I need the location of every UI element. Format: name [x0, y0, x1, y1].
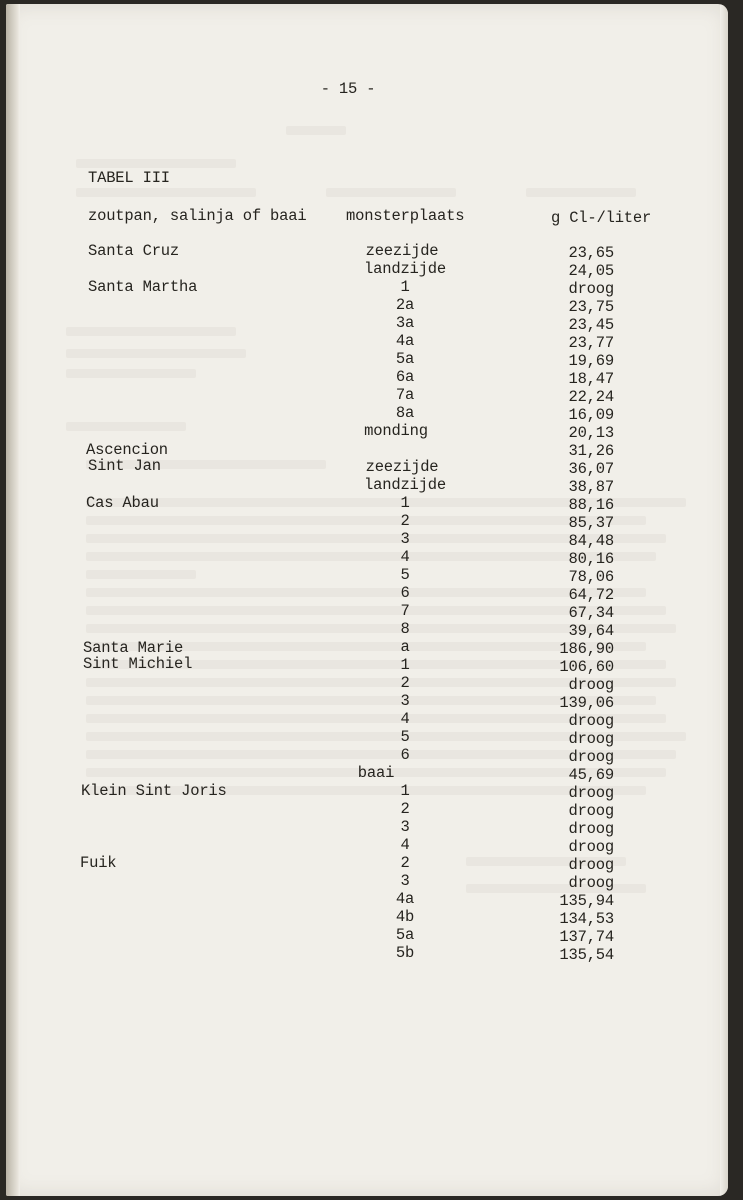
row-location: Fuik — [80, 854, 117, 872]
row-value: droog — [568, 676, 614, 694]
row-value: droog — [568, 820, 614, 838]
row-value: 135,94 — [559, 892, 614, 910]
row-location: Santa Martha — [88, 278, 198, 296]
row-site: zeezijde — [365, 242, 439, 260]
row-location: Klein Sint Joris — [81, 782, 227, 800]
page-edge — [720, 4, 728, 1196]
row-site: landzijde — [364, 476, 446, 494]
row-site: 4 — [400, 548, 410, 566]
row-site: 5b — [395, 944, 415, 962]
row-site: zeezijde — [365, 458, 439, 476]
row-value: droog — [568, 730, 614, 748]
row-value: 20,13 — [568, 424, 614, 442]
table-title: TABEL III — [88, 169, 170, 187]
row-site: 2 — [400, 800, 410, 818]
header-site: monsterplaats — [346, 207, 465, 225]
row-value: 31,26 — [568, 442, 614, 460]
row-value: 106,60 — [559, 658, 614, 676]
row-location: Santa Cruz — [88, 242, 180, 260]
row-site: 4a — [395, 890, 415, 908]
row-site: 1 — [400, 278, 410, 296]
row-site: 1 — [400, 782, 410, 800]
row-site: 1 — [400, 656, 410, 674]
row-site: 8a — [395, 404, 415, 422]
row-site: a — [400, 638, 410, 656]
page-binding — [6, 4, 20, 1196]
row-value: 16,09 — [568, 406, 614, 424]
row-value: droog — [568, 802, 614, 820]
row-site: 3 — [400, 530, 410, 548]
row-site: 2 — [400, 512, 410, 530]
row-value: 45,69 — [568, 766, 614, 784]
row-value: droog — [568, 856, 614, 874]
row-value: 186,90 — [559, 640, 614, 658]
row-value: 78,06 — [568, 568, 614, 586]
header-location: zoutpan, salinja of baai — [88, 207, 307, 225]
row-site: 6 — [400, 584, 410, 602]
row-value: droog — [568, 748, 614, 766]
row-site: 4b — [395, 908, 415, 926]
row-value: droog — [568, 784, 614, 802]
page-number: - 15 - — [320, 80, 376, 98]
row-value: 36,07 — [568, 460, 614, 478]
row-site: 6a — [395, 368, 415, 386]
row-value: 64,72 — [568, 586, 614, 604]
row-location: Cas Abau — [86, 494, 159, 512]
row-site: 3 — [400, 818, 410, 836]
row-site: 7a — [395, 386, 415, 404]
row-value: 134,53 — [559, 910, 614, 928]
row-value: 39,64 — [568, 622, 614, 640]
row-value: 135,54 — [559, 946, 614, 964]
row-value: droog — [568, 280, 614, 298]
row-site: 8 — [400, 620, 410, 638]
row-value: 137,74 — [559, 928, 614, 946]
row-value: 23,45 — [568, 316, 614, 334]
row-location: Sint Michiel — [83, 655, 193, 673]
row-value: 88,16 — [568, 496, 614, 514]
row-site: 1 — [400, 494, 410, 512]
row-site: 5a — [395, 350, 415, 368]
row-site: monding — [364, 422, 428, 440]
row-site: 7 — [400, 602, 410, 620]
row-site: 3 — [400, 692, 410, 710]
row-site: 5 — [400, 566, 410, 584]
row-value: 23,65 — [568, 244, 614, 262]
row-site: 2a — [395, 296, 415, 314]
row-value: 85,37 — [568, 514, 614, 532]
row-location: Ascencion — [86, 441, 168, 459]
row-value: 84,48 — [568, 532, 614, 550]
row-site: 2 — [400, 854, 410, 872]
row-value: 18,47 — [568, 370, 614, 388]
row-value: 139,06 — [559, 694, 614, 712]
row-value: 67,34 — [568, 604, 614, 622]
row-site: 3 — [400, 872, 410, 890]
row-site: 5 — [400, 728, 410, 746]
row-value: 22,24 — [568, 388, 614, 406]
row-value: 24,05 — [568, 262, 614, 280]
row-value: 80,16 — [568, 550, 614, 568]
row-value: 38,87 — [568, 478, 614, 496]
row-site: 5a — [395, 926, 415, 944]
row-site: 6 — [400, 746, 410, 764]
row-site: 4 — [400, 710, 410, 728]
row-value: droog — [568, 874, 614, 892]
row-site: 3a — [395, 314, 415, 332]
row-value: droog — [568, 712, 614, 730]
row-site: landzijde — [364, 260, 446, 278]
row-site: baai — [357, 764, 395, 782]
row-location: Santa Marie — [83, 639, 184, 657]
row-value: 23,77 — [568, 334, 614, 352]
row-value: 23,75 — [568, 298, 614, 316]
row-site: 4 — [400, 836, 410, 854]
row-value: droog — [568, 838, 614, 856]
row-site: 2 — [400, 674, 410, 692]
row-value: 19,69 — [568, 352, 614, 370]
header-value: g Cl-/liter — [551, 209, 652, 227]
row-location: Sint Jan — [88, 457, 161, 475]
row-site: 4a — [395, 332, 415, 350]
